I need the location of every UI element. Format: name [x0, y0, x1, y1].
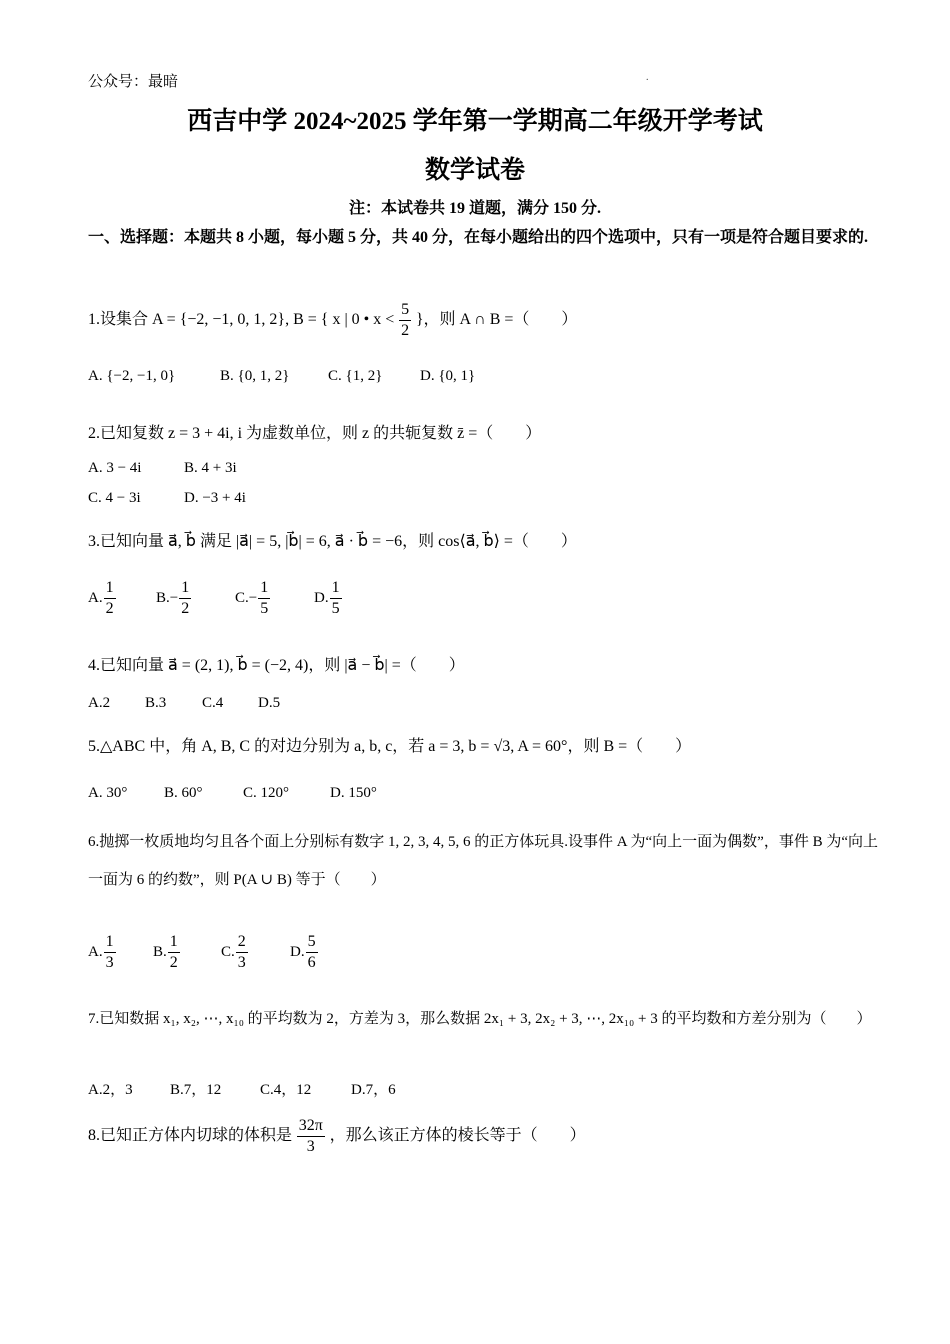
fraction: $\frac{5}{2}$ [401, 301, 410, 339]
option-d: D. $\frac{5}{6}$ [290, 933, 316, 971]
question-5: 5.△ABC 中，角 A, B, C 的对边分别为 a, b, c，若 a = 3, b = √3, A = 60°，则 B =（ ） [88, 738, 692, 755]
option-b: B.− $\frac{1}{2}$ [156, 579, 190, 617]
option-c: C.− $\frac{1}{5}$ [235, 579, 269, 617]
option-b: B. {0, 1, 2} [220, 368, 290, 384]
option-b: B.7，12 [170, 1082, 222, 1098]
fraction: $\frac{2}{3}$ [237, 933, 246, 971]
option-d: D. −3 + 4i [184, 490, 246, 506]
exam-note: 注：本试卷共 19 道题，满分 150 分. [348, 200, 601, 217]
question-1-stem-a: 1.设集合 A = {−2, −1, 0, 1, 2}, B = { x | 0 • x < [88, 310, 395, 328]
option-d: D. $\frac{1}{5}$ [314, 579, 340, 617]
option-d: D.5 [258, 695, 281, 711]
option-b: B.3 [145, 695, 167, 711]
option-a: A.2，3 [88, 1082, 133, 1098]
fraction: $\frac{1}{3}$ [105, 933, 114, 971]
exam-title: 西吉中学 2024~2025 学年第一学期高二年级开学考试 [187, 108, 763, 135]
question-8-stem-a: 8.已知正方体内切球的体积是 [88, 1126, 293, 1144]
option-b: B. $\frac{1}{2}$ [153, 933, 178, 971]
fraction: $\frac{1}{5}$ [260, 579, 269, 617]
option-a: A. 30° [88, 785, 128, 801]
question-1-stem-b: }，则 A ∩ B =（ ） [415, 310, 578, 328]
corner-mark: . [646, 72, 649, 83]
option-a: A. $\frac{1}{2}$ [88, 579, 114, 617]
question-6: 6.抛掷一枚质地均匀且各个面上分别标有数字 1, 2, 3, 4, 5, 6 的正方体玩具.设事件 A 为“向上一面为偶数”，事件 B 为“向上一面为 6 的约数”，则 P(A ∪ B) 等于（ ） [88, 834, 878, 888]
question-4: 4.已知向量 a⃗ = (2, 1), b⃗ = (−2, 4)，则 |a⃗ − b⃗| =（ ） [88, 657, 465, 674]
fraction: $\frac{32\pi}{3}$ [298, 1117, 323, 1155]
option-a: A. $\frac{1}{3}$ [88, 933, 114, 971]
option-b: B. 4 + 3i [184, 460, 237, 476]
option-b: B. 60° [164, 785, 203, 801]
option-a: A.2 [88, 695, 111, 711]
question-2: 2.已知复数 z = 3 + 4i, i 为虚数单位，则 z 的共轭复数 z̄ =（ ） [88, 425, 542, 442]
option-c: C. {1, 2} [328, 368, 383, 384]
option-c: C. 120° [243, 785, 290, 801]
option-c: C.4 [202, 695, 224, 711]
exam-subtitle: 数学试卷 [424, 157, 525, 184]
question-7: 7.已知数据 x₁, x₂, ⋯, x₁₀ 的平均数为 2，方差为 3，那么数据 2x₁ + 3, 2x₂ + 3, ⋯, 2x₁₀ + 3 的平均数和方差分别为（ ） [88, 1011, 872, 1027]
source-header: 公众号：最暗 [88, 74, 179, 90]
fraction: $\frac{1}{2}$ [105, 579, 114, 617]
option-d: D. 150° [330, 785, 377, 801]
option-c: C. 4 − 3i [88, 490, 141, 506]
section-heading: 一、选择题：本题共 8 小题，每小题 5 分，共 40 分，在每小题给出的四个选项中，只有一项是符合题目要求的. [88, 229, 869, 246]
option-a: A. {−2, −1, 0} [88, 368, 176, 384]
question-1 [88, 300, 577, 341]
option-c: C.4，12 [260, 1082, 312, 1098]
option-c: C. $\frac{2}{3}$ [221, 933, 246, 971]
fraction: $\frac{1}{2}$ [181, 579, 190, 617]
option-d: D.7，6 [351, 1082, 396, 1098]
fraction: $\frac{1}{2}$ [169, 933, 178, 971]
question-8-stem-b: ，那么该正方体的棱长等于（ ） [329, 1126, 586, 1144]
question-3: 3.已知向量 a⃗, b⃗ 满足 |a⃗| = 5, |b⃗| = 6, a⃗ · b⃗ = −6，则 cos⟨a⃗, b⃗⟩ =（ ） [88, 533, 577, 550]
option-a: A. 3 − 4i [88, 460, 142, 476]
fraction: $\frac{1}{5}$ [331, 579, 340, 617]
option-d: D. {0, 1} [420, 368, 476, 384]
question-8 [88, 1116, 586, 1157]
fraction: $\frac{5}{6}$ [307, 933, 316, 971]
